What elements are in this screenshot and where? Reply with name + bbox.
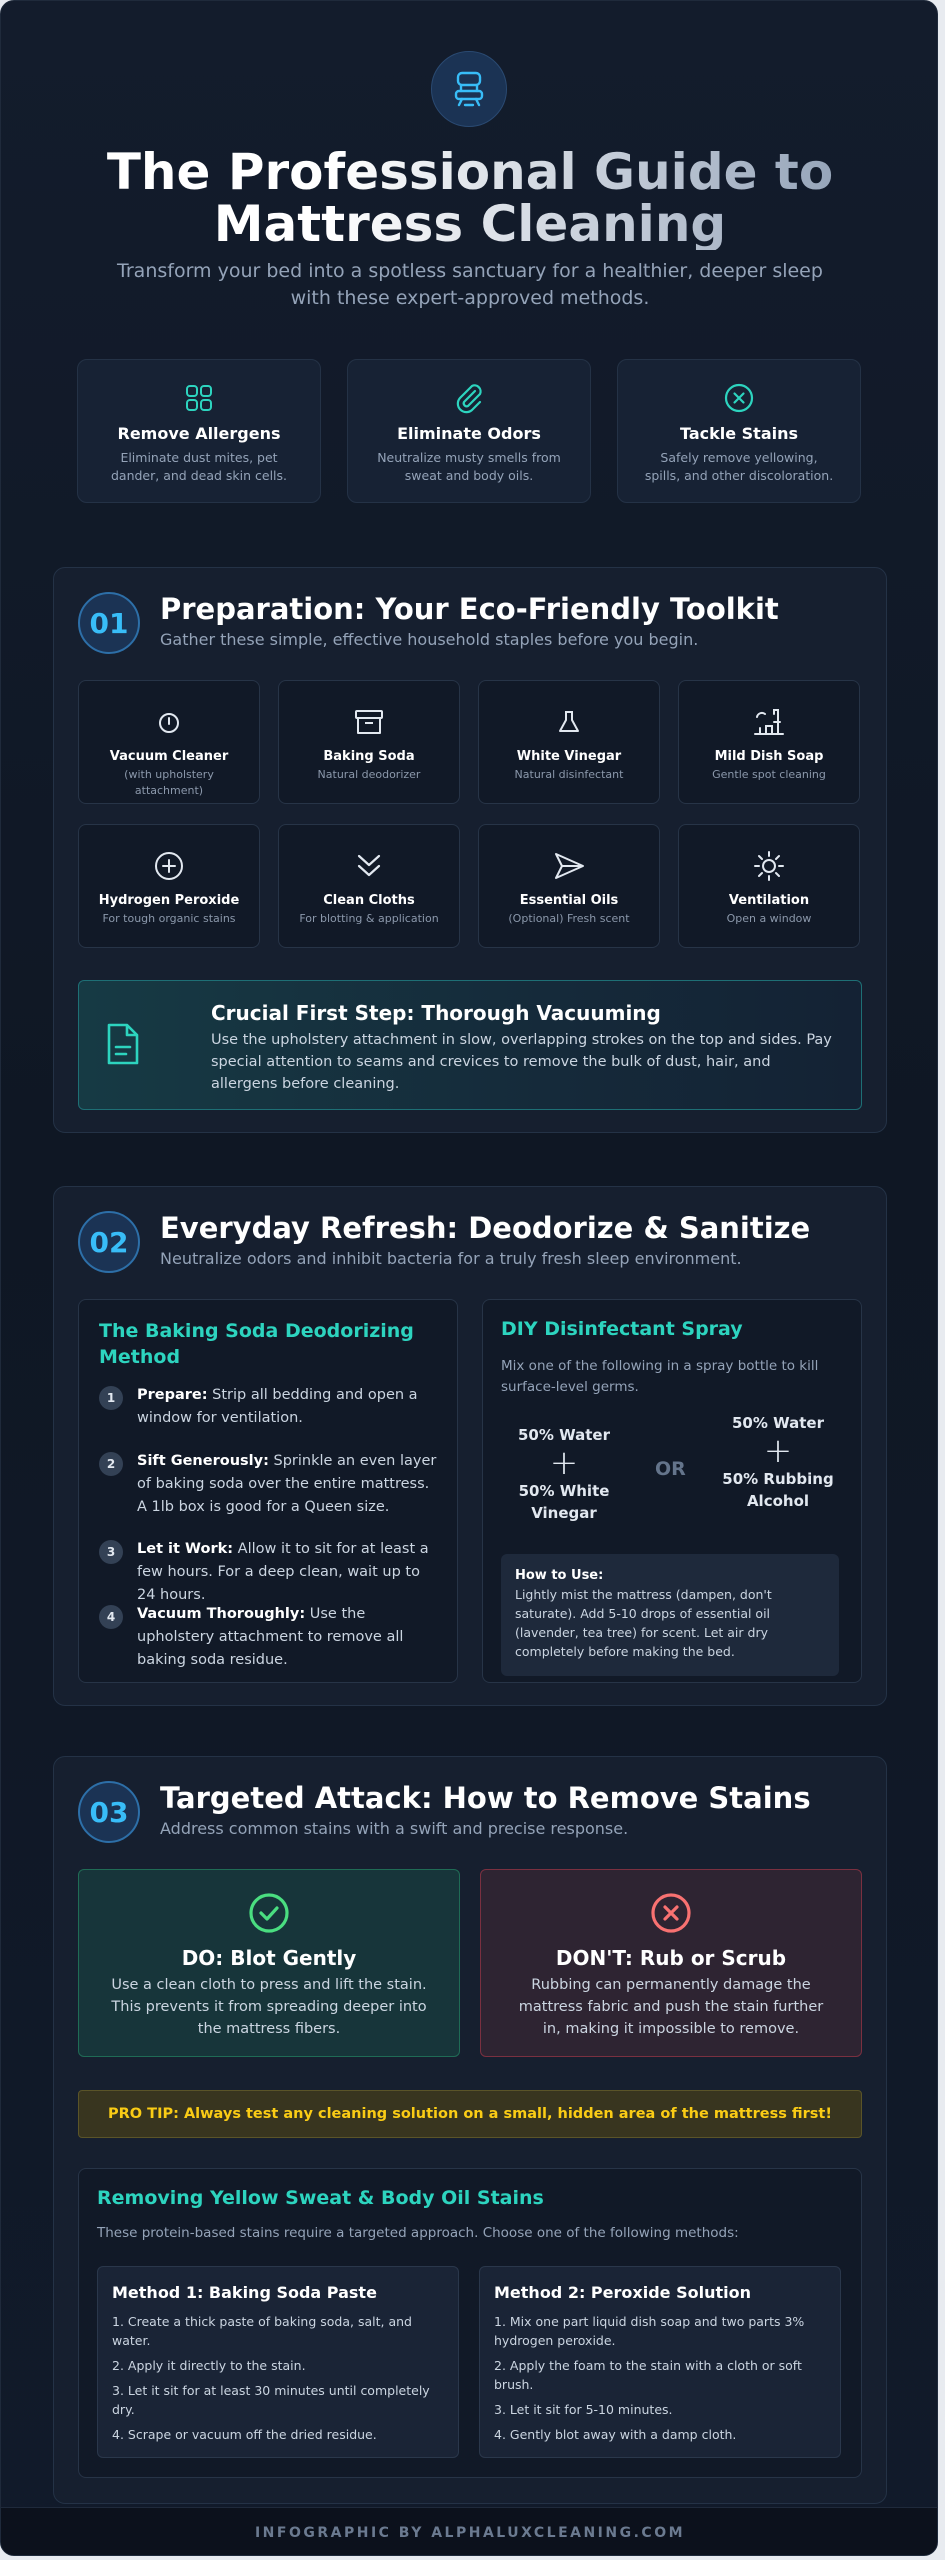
title-line-2: Mattress Cleaning: [213, 195, 727, 253]
mattress-logo-icon: [449, 69, 489, 109]
pro-tip-banner: PRO TIP: Always test any cleaning solution on a small, hidden area of the mattress first!: [78, 2090, 862, 2138]
tool-card-essential-oils: [478, 824, 660, 948]
method-step: 4. Gently blot away with a damp cloth.: [494, 2427, 737, 2442]
tool-card-vacuum: [78, 680, 260, 804]
step-text: Sprinkle an even layer of baking soda over the entire mattress. A 1lb box is good for a Queen size.: [137, 1453, 437, 1515]
plus-sign: +: [549, 1443, 579, 1483]
do-card: [78, 1869, 460, 2057]
method-step: 3. Let it sit for 5-10 minutes.: [494, 2402, 673, 2417]
mix-ingredient: 50% Water: [518, 1426, 610, 1444]
tool-desc: Natural deodorizer: [317, 768, 421, 781]
step-text: Strip all bedding and open a window for ventilation.: [137, 1387, 418, 1426]
tool-desc: (with upholstery attachment): [124, 768, 214, 797]
step-number-badge: 4: [99, 1605, 123, 1629]
tool-name: Ventilation: [728, 893, 810, 908]
baking-title-line-2: Method: [99, 1346, 181, 1368]
yellow-stains-intro: These protein-based stains require a targeted approach. Choose one of the following methods:: [97, 2225, 739, 2241]
tool-name: Hydrogen Peroxide: [98, 893, 240, 908]
section-subtitle: Neutralize odors and inhibit bacteria for a truly fresh sleep environment.: [160, 1249, 742, 1268]
method-card-peroxide: [479, 2266, 841, 2458]
baking-step: [99, 1384, 439, 1430]
mix-option-alcohol: [703, 1412, 853, 1512]
benefit-card-allergens: [77, 359, 321, 503]
tool-card-ventilation: [678, 824, 860, 948]
step-number-badge: 3: [99, 1540, 123, 1564]
tool-card-hydrogen-peroxide: [78, 824, 260, 948]
method-step: 1. Mix one part liquid dish soap and two parts 3% hydrogen peroxide.: [494, 2314, 805, 2348]
baking-soda-method-panel: [78, 1299, 458, 1683]
step-label: Prepare:: [137, 1387, 208, 1403]
tool-name: Essential Oils: [519, 893, 619, 908]
tool-desc: (Optional) Fresh scent: [508, 912, 630, 925]
method-step: 2. Apply the foam to the stain with a cloth or soft brush.: [494, 2358, 802, 2392]
callout-desc: Use the upholstery attachment in slow, overlapping strokes on the top and sides. Pay special attention to seams and crevices to remove the bulk of dust, hair, and allergens before cleaning.: [211, 1032, 832, 1092]
step-number-badge: 1: [99, 1386, 123, 1410]
benefit-title: Tackle Stains: [679, 424, 799, 443]
section-number: 02: [78, 1211, 140, 1273]
plus-circle-icon: [153, 850, 185, 882]
grid-icon: [183, 382, 215, 414]
tool-name: Mild Dish Soap: [714, 749, 824, 764]
method-step: 4. Scrape or vacuum off the dried residue.: [112, 2427, 377, 2442]
how-to-use-box: [501, 1554, 839, 1676]
x-circle-icon: [723, 382, 755, 414]
spray-intro: Mix one of the following in a spray bottle to kill surface-level germs.: [501, 1358, 819, 1395]
tool-desc: Gentle spot cleaning: [712, 768, 826, 781]
section-subtitle: Address common stains with a swift and precise response.: [160, 1819, 629, 1838]
section-title: Preparation: Your Eco-Friendly Toolkit: [160, 592, 779, 626]
benefit-title: Remove Allergens: [117, 424, 281, 443]
do-title: DO: Blot Gently: [181, 1946, 357, 1970]
plus-sign: +: [763, 1431, 793, 1471]
section-number: 03: [78, 1781, 140, 1843]
section-targeted-attack: [53, 1756, 887, 2504]
flask-icon: [555, 708, 583, 736]
mix-option-vinegar: [489, 1424, 639, 1524]
benefit-desc: Neutralize musty smells from sweat and body oils.: [377, 450, 561, 483]
yellow-stains-panel: [78, 2168, 862, 2478]
section-title: Everyday Refresh: Deodorize & Sanitize: [160, 1211, 811, 1245]
benefit-title: Eliminate Odors: [397, 424, 541, 443]
logo: [431, 51, 507, 127]
box-icon: [353, 706, 385, 738]
method-step: 1. Create a thick paste of baking soda, salt, and water.: [112, 2314, 412, 2348]
callout-title: Crucial First Step: Thorough Vacuuming: [211, 1001, 661, 1025]
step-text: Allow it to sit for at least a few hours. For a deep clean, wait up to 24 hours.: [137, 1541, 429, 1603]
step-text: Use the upholstery attachment to remove all baking soda residue.: [137, 1606, 404, 1668]
baking-title-line-1: The Baking Soda Deodorizing: [99, 1320, 414, 1342]
tool-card-dish-soap: [678, 680, 860, 804]
section-number: 01: [78, 592, 140, 654]
document-icon: [103, 1021, 143, 1067]
tool-desc: For tough organic stains: [102, 912, 236, 925]
step-label: Sift Generously:: [137, 1453, 269, 1469]
dont-title: DON'T: Rub or Scrub: [555, 1946, 787, 1970]
sink-icon: [752, 706, 786, 738]
disinfectant-spray-panel: [482, 1299, 862, 1683]
tool-desc: Natural disinfectant: [514, 768, 624, 781]
section-preparation: [53, 567, 887, 1133]
mix-ingredient: 50% Water: [732, 1414, 824, 1432]
method-title: Method 2: Peroxide Solution: [494, 2283, 751, 2302]
baking-step: [99, 1603, 439, 1672]
page-title: [1, 143, 938, 253]
tool-card-baking-soda: [278, 680, 460, 804]
vacuuming-callout: [78, 980, 862, 1110]
x-circle-icon: [650, 1892, 692, 1934]
how-to-title: How to Use:: [515, 1568, 604, 1583]
tool-name: Clean Cloths: [323, 893, 415, 908]
section-title: Targeted Attack: How to Remove Stains: [160, 1781, 811, 1815]
method-step: 3. Let it sit for at least 30 minutes until completely dry.: [112, 2383, 430, 2417]
benefit-card-stains: [617, 359, 861, 503]
tool-name: Baking Soda: [323, 749, 415, 764]
step-number-badge: 2: [99, 1452, 123, 1476]
section-subtitle: Gather these simple, effective household staples before you begin.: [160, 630, 699, 649]
baking-step: [99, 1450, 439, 1519]
check-circle-icon: [248, 1892, 290, 1934]
title-line-1: The Professional Guide to: [106, 143, 834, 201]
mix-ingredient: 50% White Vinegar: [518, 1482, 610, 1522]
benefit-desc: Safely remove yellowing, spills, and other discoloration.: [644, 450, 834, 483]
footer-credit: INFOGRAPHIC BY ALPHALUXCLEANING.COM: [1, 2507, 938, 2556]
tool-desc: Open a window: [726, 912, 812, 925]
method-title: Method 1: Baking Soda Paste: [112, 2283, 377, 2302]
or-divider: OR: [655, 1458, 686, 1480]
step-label: Let it Work:: [137, 1541, 234, 1557]
benefit-desc: Eliminate dust mites, pet dander, and dead skin cells.: [110, 450, 288, 483]
section-everyday-refresh: [53, 1186, 887, 1706]
yellow-stains-title: Removing Yellow Sweat & Body Oil Stains: [97, 2187, 544, 2209]
tool-name: Vacuum Cleaner: [109, 749, 229, 764]
baking-method-title: [99, 1318, 414, 1370]
send-icon: [552, 850, 586, 882]
step-label: Vacuum Thoroughly:: [137, 1606, 306, 1622]
spray-title: DIY Disinfectant Spray: [501, 1318, 743, 1340]
chevrons-down-icon: [353, 850, 385, 882]
method-step: 2. Apply it directly to the stain.: [112, 2358, 306, 2373]
paperclip-icon: [453, 382, 485, 414]
tool-desc: For blotting & application: [299, 912, 439, 925]
page-subtitle: Transform your bed into a spotless sanctuary for a healthier, deeper sleep with these expert-approved methods.: [117, 260, 823, 309]
benefit-card-odors: [347, 359, 591, 503]
dont-card: [480, 1869, 862, 2057]
sun-icon: [753, 850, 785, 882]
vacuum-icon: [155, 708, 183, 736]
dont-desc: Rubbing can permanently damage the mattress fabric and push the stain further in, making it impossible to remove.: [518, 1977, 824, 2037]
tool-card-clean-cloths: [278, 824, 460, 948]
baking-step: [99, 1538, 439, 1607]
method-card-baking-soda: [97, 2266, 459, 2458]
do-desc: Use a clean cloth to press and lift the stain. This prevents it from spreading deeper into the mattress fibers.: [111, 1977, 427, 2037]
tool-name: White Vinegar: [516, 749, 622, 764]
how-to-desc: Lightly mist the mattress (dampen, don't saturate). Add 5-10 drops of essential oil (lavender, tea tree) for scent. Let air dry completely before making the bed.: [515, 1587, 772, 1659]
mix-ingredient: 50% Rubbing Alcohol: [722, 1470, 834, 1510]
tool-card-white-vinegar: [478, 680, 660, 804]
